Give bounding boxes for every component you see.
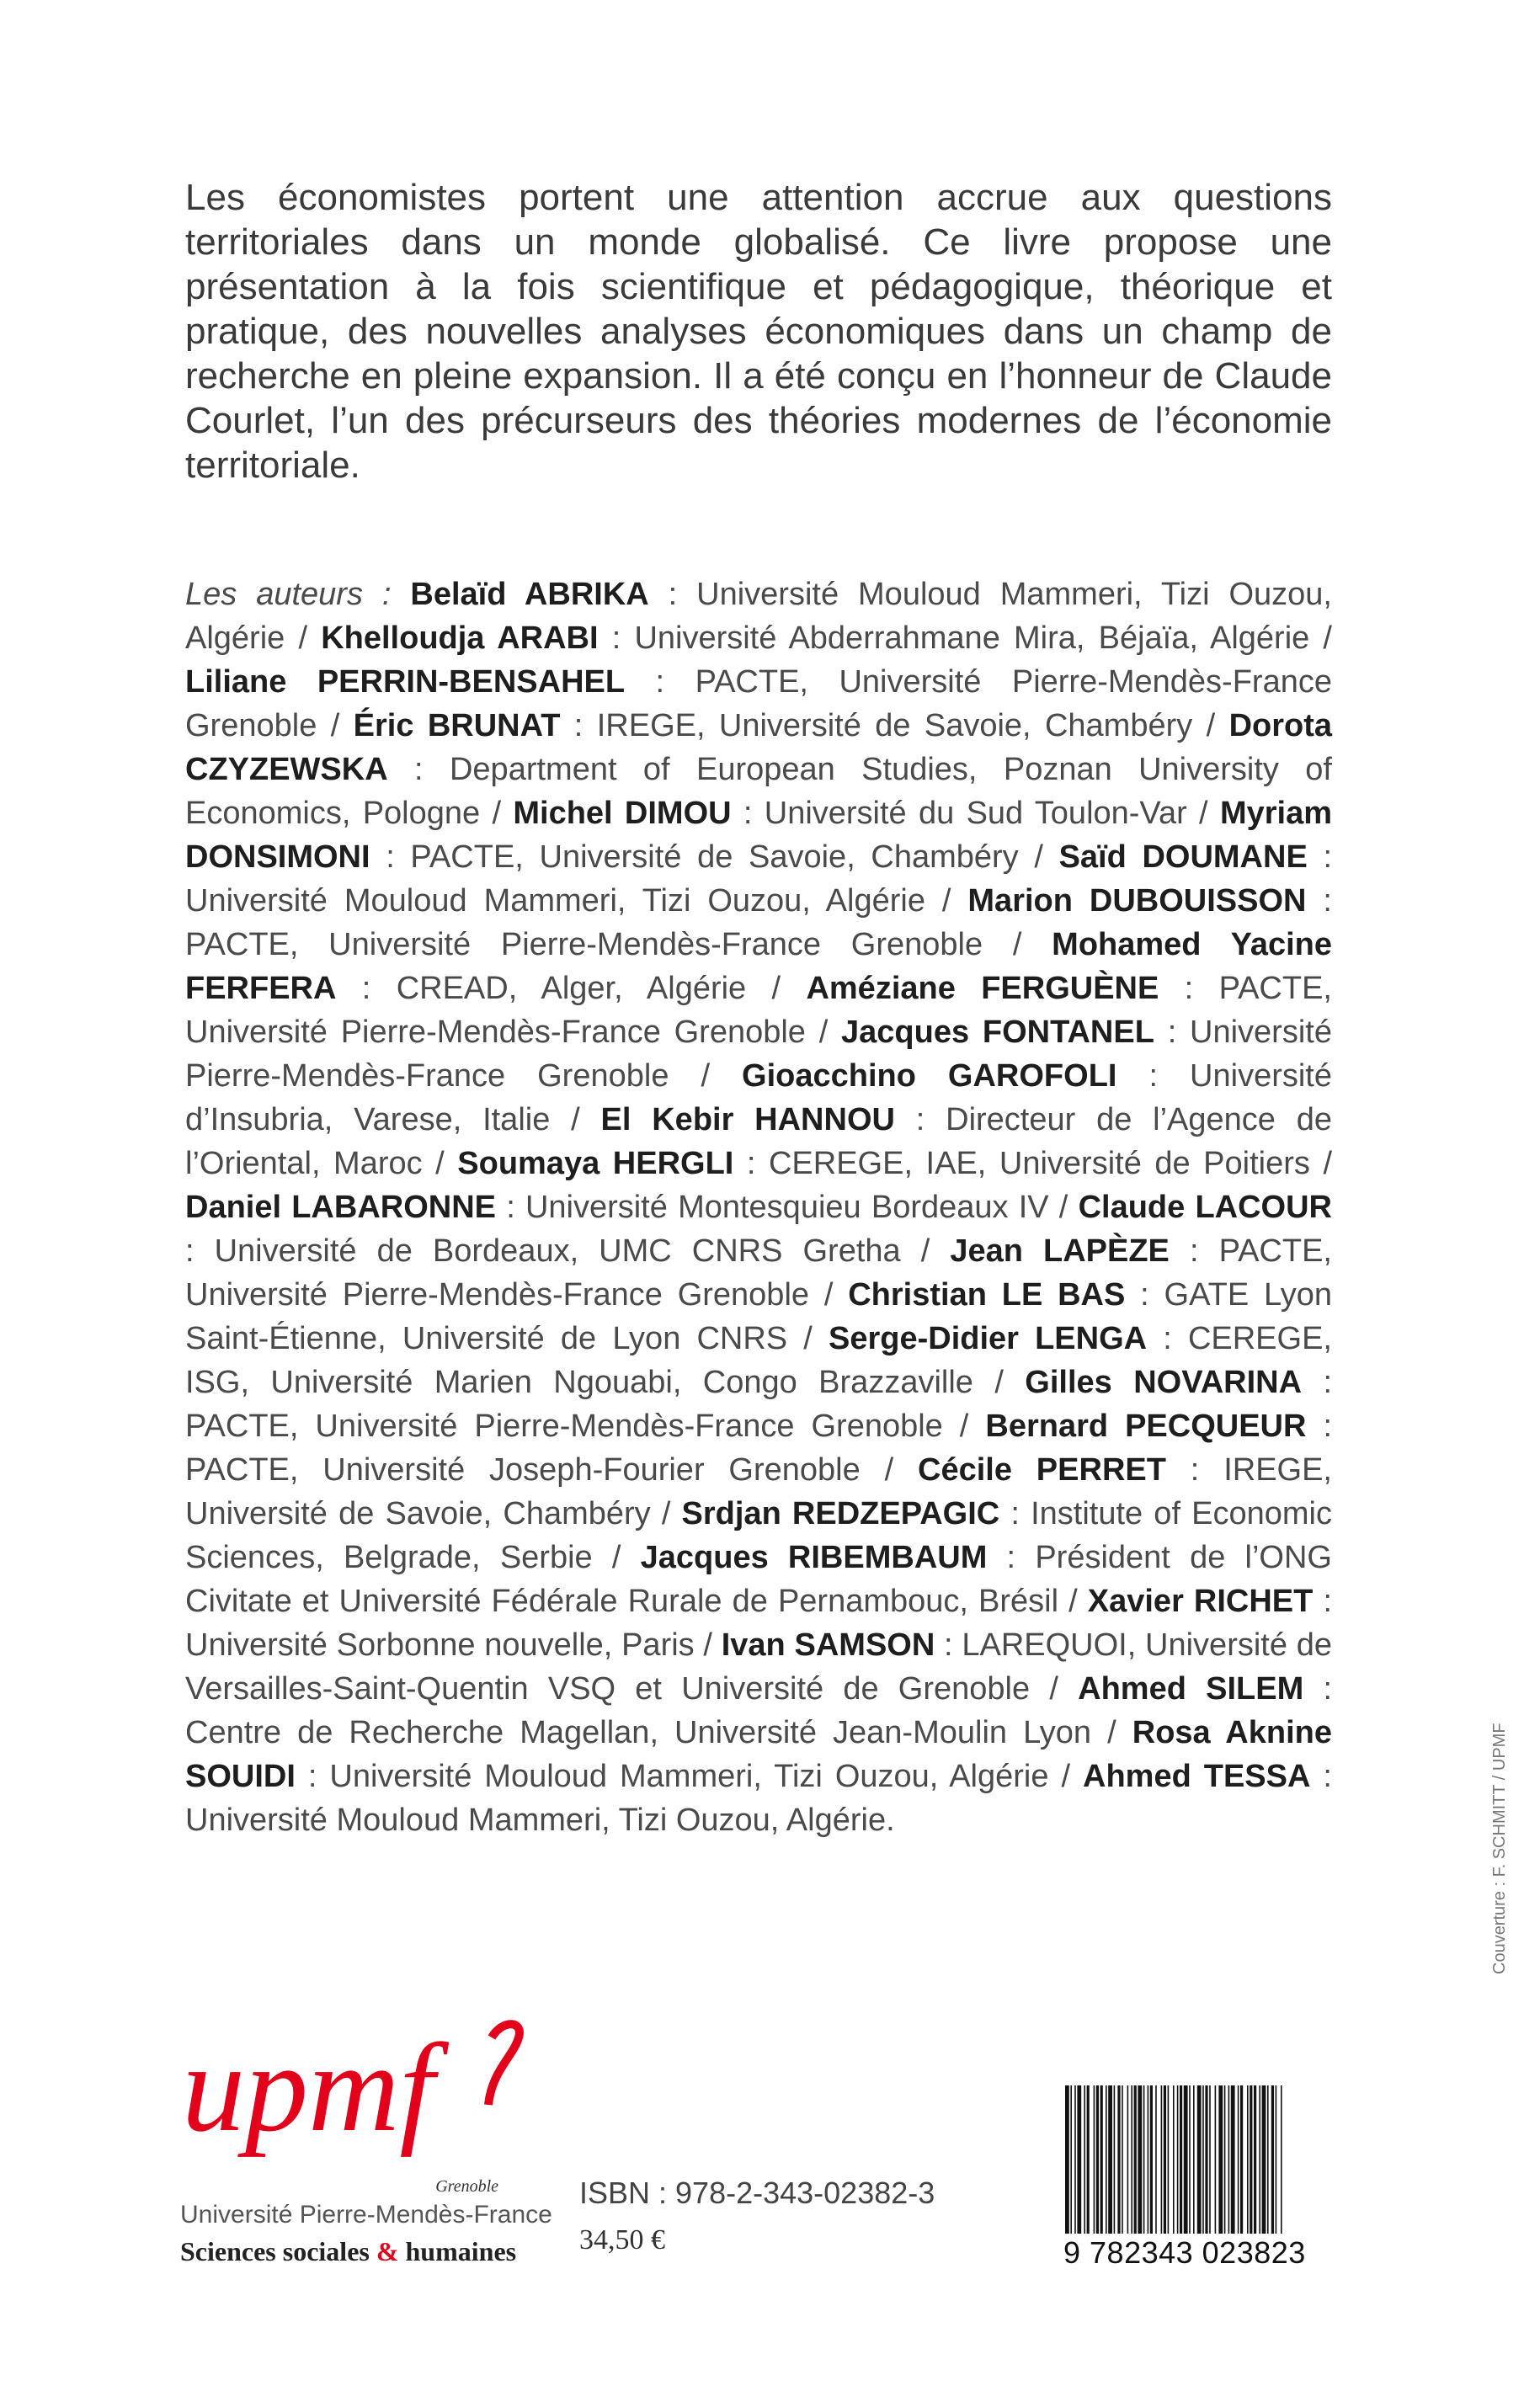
author-affiliation: Institute of Economic Sciences, Belgrade, Serbie <box>185 1496 1332 1575</box>
barcode-bar <box>1114 2085 1116 2234</box>
barcode-bar <box>1161 2085 1163 2234</box>
logo-flourish-icon <box>488 2024 520 2105</box>
barcode-bar <box>1094 2085 1095 2234</box>
barcode-bar <box>1096 2085 1099 2234</box>
author-affiliation: CREAD, Alger, Algérie <box>396 971 747 1006</box>
author-name: Marion DUBOUISSON <box>967 883 1307 919</box>
barcode-bar <box>1247 2085 1249 2234</box>
barcode-bar <box>1180 2085 1182 2234</box>
barcode-bar <box>1134 2085 1137 2234</box>
barcode-bar <box>1197 2085 1202 2234</box>
author-name: Belaïd ABRIKA <box>410 577 649 612</box>
author-affiliation: Président de l’ONG Civitate et Université Fédérale Rurale de Pernambouc, Brésil <box>185 1540 1332 1619</box>
barcode-bar <box>1070 2085 1072 2234</box>
author-name: Soumaya HERGLI <box>457 1146 734 1181</box>
author-affiliation: IREGE, Université de Savoie, Chambéry <box>185 1452 1332 1531</box>
book-summary: Les économistes portent une attention accrue aux questions territoriales dans un monde globalisé. Ce livre propose une présentation à la fois scientifique et pédagogique, théorique et pratique, des nouvelles analyses économiques dans un champ de recherche en pleine expansion. Il a été conçu en l’honneur de Claude Courlet, l’un des précurseurs des théories modernes de l’économie territoriale. <box>185 177 1332 486</box>
author-affiliation: LAREQUOI, Université de Versailles-Saint-Quentin VSQ et Université de Grenoble <box>185 1627 1332 1707</box>
barcode-bar <box>1189 2085 1191 2234</box>
author-name: Khelloudja ARABI <box>321 620 599 656</box>
barcode-bar <box>1106 2085 1107 2234</box>
author-affiliation: PACTE, Université Pierre-Mendès-France Grenoble <box>185 1233 1332 1313</box>
author-affiliation: Department of European Studies, Poznan University of Economics, Pologne <box>185 752 1332 831</box>
author-affiliation: PACTE, Université Joseph-Fourier Grenoble <box>185 1452 861 1488</box>
author-name: Liliane PERRIN-BENSAHEL <box>185 664 626 700</box>
author-affiliation: Université Abderrahmane Mira, Béjaïa, Algérie <box>634 620 1310 656</box>
barcode-bar <box>1122 2085 1123 2234</box>
author-name: Michel DIMOU <box>513 796 732 831</box>
author-affiliation: Université de Bordeaux, UMC CNRS Gretha <box>214 1233 901 1269</box>
barcode-bar <box>1215 2085 1217 2234</box>
barcode-bar <box>1262 2085 1266 2234</box>
upmf-logo-letters: upmf <box>182 2018 434 2158</box>
barcode-bar <box>1077 2085 1081 2234</box>
author-affiliation: Université Mouloud Mammeri, Tizi Ouzou, Algérie <box>185 577 1332 656</box>
barcode-bar <box>1127 2085 1129 2234</box>
publisher-logo <box>179 2012 616 2315</box>
author-affiliation: PACTE, Université de Savoie, Chambéry <box>410 839 1019 875</box>
barcode-bar <box>1231 2085 1235 2234</box>
author-affiliation: PACTE, Université Pierre-Mendès-France Grenoble <box>185 927 983 962</box>
author-name: Dorota CZYZEWSKA <box>185 708 1333 787</box>
barcode-digits: 9 782343 023823 <box>1063 2235 1306 2270</box>
author-name: Saïd DOUMANE <box>1058 839 1308 875</box>
faculty-ampersand: & <box>376 2236 399 2266</box>
isbn-number: ISBN : 978-2-343-02382-3 <box>579 2176 935 2210</box>
barcode-bar <box>1193 2085 1195 2234</box>
author-affiliation: Université Mouloud Mammeri, Tizi Ouzou, Algérie <box>329 1759 1049 1794</box>
publisher-university: Université Pierre-Mendès-France <box>180 2201 552 2229</box>
author-name: Rosa Aknine SOUIDI <box>185 1715 1333 1794</box>
author-name: Christian LE BAS <box>848 1277 1126 1313</box>
barcode-bar <box>1218 2085 1223 2234</box>
authors-entries: Belaïd ABRIKA : Université Mouloud Mammeri, Tizi Ouzou, Algérie / Khelloudja ARABI : Université Abderrahmane Mira, Béjaïa, Algérie / Liliane PERRIN-BENSAHEL : PACTE, Université Pierre-Mendès-France Grenoble / Éric BRUNAT : IREGE, Université de Savoie, Chambéry / Dorota CZYZEWSKA : Department of European Studies, Poznan University of Economics, Pologne / Michel DIMOU : Université du Sud Toulon-Var / Myriam DONSIMONI : PACTE, Université de Savoie, Chambéry / Saïd DOUMANE : Université Mouloud Mammeri, Tizi Ouzou, Algérie / Marion DUBOUISSON : PACTE, Université Pierre-Mendès-France Grenoble / Mohamed Yacine FERFERA : CREAD, Alger, Algérie / Améziane FERGUÈNE : PACTE, Université Pierre-Mendès-France Grenoble / Jacques FONTANEL : Université Pierre-Mendès-France Grenoble / Gioacchino GAROFOLI : Université d’Insubria, Varese, Italie / El Kebir HANNOU : Directeur de l’Agence de l’Oriental, Maroc / Soumaya HERGLI : CEREGE, IAE, Université de Poitiers / Daniel LABARONNE : Université Montesquieu Bordeaux IV / Claude LACOUR : Université de Bordeaux, UMC CNRS Gretha / Jean LAPÈZE : PACTE, Université Pierre-Mendès-France Grenoble / Christian LE BAS : GATE Lyon Saint-Étienne, Université de Lyon CNRS / Serge-Didier LENGA : CEREGE, ISG, Université Marien Ngouabi, Congo Brazzaville / Gilles NOVARINA : PACTE, Université Pierre-Mendès-France Grenoble / Bernard PECQUEUR : PACTE, Université Joseph-Fourier Grenoble / Cécile PERRET : IREGE, Université de Savoie, Chambéry / Srdjan REDZEPAGIC : Institute of Economic Sciences, Belgrade, Serbie / Jacques RIBEMBAUM : Président de l’ONG Civitate et Université Fédérale Rurale de Pernambouc, Brésil / Xavier RICHET : Université Sorbonne nouvelle, Paris / Ivan SAMSON : LAREQUOI, Université de Versailles-Saint-Quentin VSQ et Université de Grenoble / Ahmed SILEM : Centre de Recherche Magellan, Université Jean-Moulin Lyon / Rosa Aknine SOUIDI : Université Mouloud Mammeri, Tizi Ouzou, Algérie / Ahmed TESSA : Université Mouloud Mammeri, Tizi Ouzou, Algérie. <box>185 577 1333 1838</box>
barcode-bar <box>1240 2085 1243 2234</box>
barcode-bar <box>1131 2085 1132 2234</box>
barcode-bar <box>1173 2085 1175 2234</box>
barcode-bar <box>1209 2085 1211 2234</box>
author-name: Gilles NOVARINA <box>1025 1365 1303 1400</box>
barcode-bar <box>1259 2085 1260 2234</box>
barcode-bar <box>1117 2085 1120 2234</box>
author-name: Jacques RIBEMBAUM <box>640 1540 988 1575</box>
upmf-logo-mark <box>179 2012 532 2181</box>
author-affiliation: Université Pierre-Mendès-France Grenoble <box>185 1015 1332 1094</box>
book-price: 34,50 € <box>579 2224 665 2256</box>
barcode-bar <box>1148 2085 1149 2234</box>
barcode-bar <box>1138 2085 1142 2234</box>
barcode-bar <box>1164 2085 1166 2234</box>
barcode-bar <box>1074 2085 1076 2234</box>
author-affiliation: Directeur de l’Agence de l’Oriental, Maroc <box>185 1102 1332 1181</box>
isbn-barcode <box>1063 2085 1306 2273</box>
author-name: Jean LAPÈZE <box>950 1233 1170 1269</box>
barcode-bar <box>1254 2085 1256 2234</box>
barcode-bar <box>1100 2085 1103 2234</box>
authors-intro: Les auteurs : <box>185 577 392 612</box>
author-affiliation: CEREGE, IAE, Université de Poitiers <box>768 1146 1310 1181</box>
author-affiliation: PACTE, Université Pierre-Mendès-France Grenoble <box>185 1409 943 1444</box>
barcode-bar <box>1281 2085 1282 2234</box>
barcode-bar <box>1205 2085 1207 2234</box>
author-name: Claude LACOUR <box>1078 1190 1332 1225</box>
author-name: Gioacchino GAROFOLI <box>742 1058 1117 1094</box>
barcode-bar <box>1271 2085 1274 2234</box>
author-affiliation: Université Montesquieu Bordeaux IV <box>525 1190 1049 1225</box>
barcode-bar <box>1065 2085 1069 2234</box>
author-name: Serge-Didier LENGA <box>828 1321 1148 1356</box>
author-affiliation: IREGE, Université de Savoie, Chambéry <box>596 708 1193 743</box>
author-affiliation: Université du Sud Toulon-Var <box>764 796 1187 831</box>
cover-credit: Couverture : F. SCHMITT / UPMF <box>1490 1723 1509 1974</box>
publisher-faculty <box>180 2236 516 2267</box>
barcode-bar <box>1184 2085 1188 2234</box>
barcode-bar <box>1143 2085 1145 2234</box>
author-name: Jacques FONTANEL <box>841 1015 1154 1050</box>
author-affiliation: Université Sorbonne nouvelle, Paris <box>185 1627 695 1663</box>
barcode-bar <box>1224 2085 1226 2234</box>
author-affiliation: Centre de Recherche Magellan, Université Jean-Moulin Lyon <box>185 1715 1092 1750</box>
publisher-city: Grenoble <box>435 2177 498 2196</box>
barcode-bar <box>1276 2085 1277 2234</box>
barcode-bar <box>1238 2085 1239 2234</box>
faculty-part2: humaines <box>405 2236 517 2266</box>
barcode-bar <box>1202 2085 1204 2234</box>
author-affiliation: GATE Lyon Saint-Étienne, Université de Lyon CNRS <box>185 1277 1332 1356</box>
author-name: Daniel LABARONNE <box>185 1190 496 1225</box>
barcode-bar <box>1084 2085 1085 2234</box>
author-name: Ahmed SILEM <box>1078 1671 1304 1707</box>
author-affiliation: Université d’Insubria, Varese, Italie <box>185 1058 1332 1137</box>
author-affiliation: Université Mouloud Mammeri, Tizi Ouzou, Algérie. <box>185 1803 895 1838</box>
barcode-icon <box>1063 2085 1282 2237</box>
author-name: Mohamed Yacine FERFERA <box>185 927 1333 1006</box>
author-name: Cécile PERRET <box>918 1452 1166 1488</box>
author-name: Ivan SAMSON <box>721 1627 935 1663</box>
authors-list <box>185 573 1332 1842</box>
barcode-bar <box>1228 2085 1230 2234</box>
author-name: Myriam DONSIMONI <box>185 796 1332 875</box>
author-name: Bernard PECQUEUR <box>985 1409 1307 1444</box>
faculty-part1: Sciences sociales <box>180 2236 370 2266</box>
author-name: Éric BRUNAT <box>353 708 561 743</box>
author-name: El Kebir HANNOU <box>600 1102 895 1137</box>
author-affiliation: Université Mouloud Mammeri, Tizi Ouzou, Algérie <box>185 883 925 919</box>
barcode-bar <box>1108 2085 1112 2234</box>
barcode-bar <box>1150 2085 1153 2234</box>
author-affiliation: CEREGE, ISG, Université Marien Ngouabi, Congo Brazzaville <box>185 1321 1332 1400</box>
barcode-bar <box>1250 2085 1252 2234</box>
author-name: Améziane FERGUÈNE <box>806 971 1159 1006</box>
author-affiliation: PACTE, Université Pierre-Mendès-France Grenoble <box>185 971 1332 1050</box>
barcode-bar <box>1155 2085 1157 2234</box>
barcode-bar <box>1168 2085 1170 2234</box>
author-name: Srdjan REDZEPAGIC <box>681 1496 1000 1531</box>
barcode-bar <box>1177 2085 1179 2234</box>
author-affiliation: PACTE, Université Pierre-Mendès-France Grenoble <box>185 664 1332 743</box>
author-name: Xavier RICHET <box>1087 1584 1314 1619</box>
barcode-bar <box>1087 2085 1090 2234</box>
barcode-bar <box>1267 2085 1269 2234</box>
author-name: Ahmed TESSA <box>1083 1759 1311 1794</box>
